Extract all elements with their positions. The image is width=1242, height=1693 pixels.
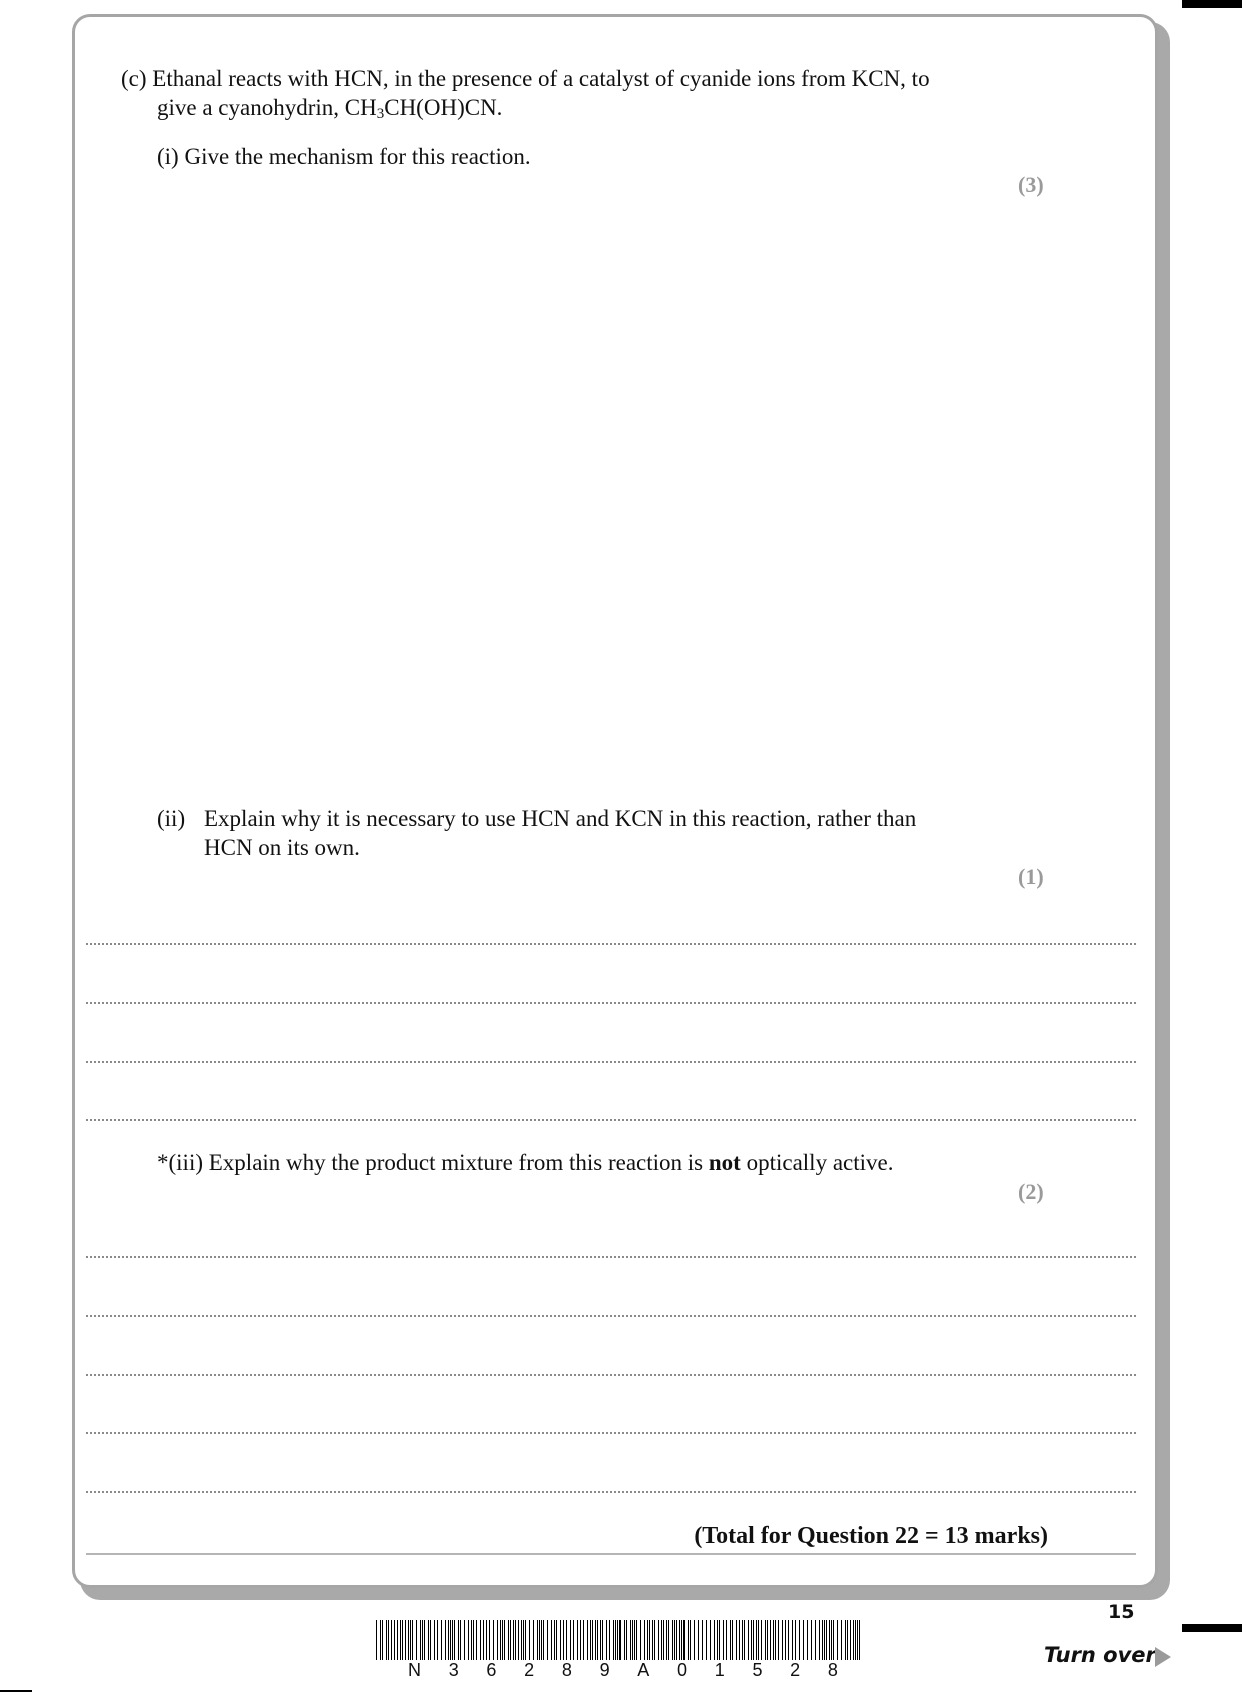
barcode-bar [617,1620,618,1660]
answer-line[interactable] [86,1119,1136,1121]
barcode-bar [778,1620,779,1660]
barcode-bar [454,1620,455,1660]
answer-line[interactable] [86,1374,1136,1376]
barcode-bar [647,1620,648,1660]
barcode-bar [515,1620,516,1660]
barcode-bar [471,1620,472,1660]
barcode-bar [554,1620,555,1660]
barcode-bar [450,1620,451,1660]
barcode-bar [775,1620,776,1660]
barcode-bar [533,1620,534,1660]
turn-over-arrow-icon [1155,1647,1171,1667]
barcode-bar [736,1620,737,1660]
answer-line[interactable] [86,1491,1136,1493]
barcode-bar [410,1620,411,1660]
barcode-bar [394,1620,395,1660]
barcode-char: 3 [448,1660,459,1680]
barcode-bar [518,1620,519,1660]
barcode-bar [792,1620,793,1660]
barcode-bar [855,1620,856,1660]
barcode-bar [529,1620,530,1660]
barcode-bar [799,1620,800,1660]
barcode-bar [632,1620,633,1660]
barcode-bar [391,1620,392,1660]
barcode-bar [753,1620,754,1660]
barcode-bar [504,1620,505,1660]
barcode-bar [405,1620,406,1660]
registration-mark-left [0,1690,32,1692]
barcode-bar [537,1620,538,1660]
barcode-bar [853,1620,854,1660]
registration-mark-top [1182,0,1242,8]
barcode-bar [636,1620,637,1660]
barcode-bar [547,1620,548,1660]
barcode-char: A [637,1660,650,1680]
answer-line[interactable] [86,943,1136,945]
barcode-bar [649,1620,650,1660]
barcode-bar [412,1620,413,1660]
barcode-bar [416,1620,417,1660]
barcode-bar [624,1620,625,1660]
barcode-bar [521,1620,522,1660]
question-total: (Total for Question 22 = 13 marks) [694,1523,1048,1549]
barcode-char: 2 [790,1660,801,1680]
part-ii-marks: (1) [1018,864,1044,889]
barcode-bar [698,1620,699,1660]
barcode-bar [563,1620,564,1660]
barcode-bar [841,1620,842,1660]
barcode-bar [458,1620,459,1660]
barcode-bar [859,1620,860,1660]
barcode-bar [420,1620,421,1660]
barcode-bar [663,1620,664,1660]
barcode-bar [408,1620,409,1660]
barcode-bar [580,1620,581,1660]
barcode-bar [452,1620,453,1660]
barcode-bar [525,1620,526,1660]
barcode-bar [400,1620,401,1660]
barcode-bar [445,1620,446,1660]
barcode-bar [493,1620,494,1660]
barcode-bar [688,1620,689,1660]
barcode-bar [683,1620,685,1660]
barcode-bar [560,1620,561,1660]
barcode-bar [751,1620,752,1660]
part-i-prompt [157,142,531,172]
barcode-bar [573,1620,574,1660]
barcode-bar [606,1620,607,1660]
barcode-bar [556,1620,557,1660]
page-number: 15 [1108,1601,1135,1623]
barcode-bar [833,1620,834,1660]
part-i-marks: (3) [1018,172,1044,197]
barcode-bar [570,1620,571,1660]
barcode-bar [765,1620,766,1660]
barcode-char: 8 [827,1660,838,1680]
barcode-bar [464,1620,465,1660]
barcode-bar [674,1620,675,1660]
barcode-bar [543,1620,544,1660]
barcode-bar [782,1620,783,1660]
part-ii-label: (ii) [157,806,186,831]
barcode-text [408,1660,838,1681]
barcode-bar [590,1620,591,1660]
barcode-bar [652,1620,653,1660]
barcode-bar [850,1620,851,1660]
barcode-bar [508,1620,509,1660]
barcode-bar [732,1620,733,1660]
barcode-bar [597,1620,598,1660]
barcode-bar [630,1620,631,1660]
barcode-bar [382,1620,383,1660]
barcode-bar [807,1620,808,1660]
barcode-bar [486,1620,487,1660]
barcode-bar [468,1620,469,1660]
barcode-bar [644,1620,645,1660]
barcode-char: 2 [524,1660,535,1680]
barcode-bar [497,1620,498,1660]
barcode-bar [551,1620,552,1660]
barcode-bar [422,1620,423,1660]
barcode-bar [397,1620,398,1660]
barcode-bar [767,1620,768,1660]
barcode-bar [600,1620,601,1660]
barcode-bar [428,1620,429,1660]
question-c [121,64,930,94]
barcode-image [376,1620,860,1660]
barcode-bar [634,1620,635,1660]
barcode-bar [702,1620,703,1660]
barcode-bar [758,1620,759,1660]
mechanism-answer-space[interactable] [86,210,1136,790]
barcode-bar [676,1620,677,1660]
part-ii-text-line2: HCN on its own. [204,835,360,860]
barcode-bar [483,1620,484,1660]
barcode-bar [448,1620,449,1660]
barcode-bar [592,1620,593,1660]
barcode-bar [619,1620,621,1660]
barcode-char: 6 [486,1660,497,1680]
barcode-bar [523,1620,524,1660]
question-c-line2: give a cyanohydrin, $CH_3CH(OH)CN$. [157,95,503,122]
barcode-bar [380,1620,381,1660]
barcode-bar [719,1620,720,1660]
barcode-bar [386,1620,387,1660]
barcode-bar [857,1620,858,1660]
part-iii-marks: (2) [1018,1179,1044,1204]
barcode-bar [795,1620,796,1660]
barcode-bar [748,1620,749,1660]
barcode-bar [577,1620,578,1660]
barcode-bar [826,1620,827,1660]
barcode-bar [819,1620,820,1660]
barcode-bar [424,1620,425,1660]
barcode-bar [803,1620,804,1660]
barcode-char: 5 [752,1660,763,1680]
barcode-bar [473,1620,474,1660]
barcode-bar [847,1620,848,1660]
barcode-bar [710,1620,711,1660]
barcode-bar [502,1620,503,1660]
question-c-text-line1: Ethanal reacts with HCN, in the presence of a catalyst of cyanide ions from KCN, to [152,66,930,91]
answer-line[interactable] [86,1002,1136,1004]
turn-over-label: Turn over [1044,1643,1156,1667]
part-i-label: (i) [157,144,179,169]
barcode-bar [788,1620,789,1660]
barcode-bar [730,1620,731,1660]
barcode-bar [672,1620,673,1660]
barcode-bar [756,1620,757,1660]
barcode-bar [679,1620,680,1660]
barcode-bar [744,1620,745,1660]
barcode-bar [785,1620,786,1660]
barcode-bar [602,1620,603,1660]
barcode-bar [822,1620,823,1660]
barcode-bar [566,1620,567,1660]
barcode-bar [739,1620,740,1660]
barcode-bar [640,1620,641,1660]
barcode-bar [694,1620,695,1660]
barcode-bar [430,1620,431,1660]
part-ii-text-line1: Explain why it is necessary to use HCN and KCN in this reaction, rather than [204,806,917,831]
answer-line[interactable] [86,1256,1136,1258]
barcode-bar [441,1620,442,1660]
barcode-bar [587,1620,588,1660]
barcode-char: N [408,1660,421,1680]
barcode-bar [845,1620,846,1660]
barcode-bar [723,1620,724,1660]
part-iii-label: *(iii) [157,1150,203,1175]
barcode-bar [539,1620,540,1660]
total-rule [86,1553,1136,1555]
emphasis-not: not [708,1150,741,1175]
barcode-bar [824,1620,825,1660]
barcode-bar [615,1620,616,1660]
barcode-bar [726,1620,727,1660]
barcode-bar [480,1620,481,1660]
barcode-bar [583,1620,584,1660]
barcode-bar [770,1620,771,1660]
barcode-bar [434,1620,435,1660]
part-i-text: Give the mechanism for this reaction. [184,144,531,169]
barcode-bar [742,1620,743,1660]
barcode-bar [437,1620,438,1660]
barcode-char: 0 [677,1660,688,1680]
barcode-bar [668,1620,669,1660]
barcode-bar [837,1620,838,1660]
barcode-bar [541,1620,542,1660]
answer-line[interactable] [86,1315,1136,1317]
barcode-bar [476,1620,477,1660]
barcode-bar [402,1620,403,1660]
barcode-bar [761,1620,762,1660]
barcode-bar [690,1620,691,1660]
answer-line[interactable] [86,1061,1136,1063]
part-iii-prompt: *(iii) Explain why the product mixture from this reaction is not optically active. [157,1150,894,1175]
barcode-bar [609,1620,610,1660]
barcode-char: 8 [561,1660,572,1680]
barcode-bar [376,1620,377,1660]
registration-mark-bottom [1182,1624,1242,1632]
barcode-bar [626,1620,627,1660]
barcode-bar [654,1620,655,1660]
barcode-bar [388,1620,389,1660]
barcode-bar [658,1620,659,1660]
barcode-bar [811,1620,812,1660]
barcode-bar [661,1620,662,1660]
barcode-bar [714,1620,715,1660]
answer-line[interactable] [86,1432,1136,1434]
barcode-char: 9 [599,1660,610,1680]
question-c-label: (c) [121,66,147,91]
barcode-bar [666,1620,667,1660]
barcode-bar [681,1620,682,1660]
barcode-bar [613,1620,614,1660]
barcode-bar [595,1620,596,1660]
barcode-bar [510,1620,511,1660]
barcode-bar [489,1620,490,1660]
barcode-bar [717,1620,718,1660]
barcode-bar [815,1620,816,1660]
barcode-bar [460,1620,461,1660]
barcode-bar [831,1620,832,1660]
barcode-bar [829,1620,830,1660]
barcode-bar [500,1620,501,1660]
barcode-char: 1 [714,1660,725,1680]
barcode-bar [513,1620,514,1660]
barcode-bar [706,1620,707,1660]
barcode-bar [773,1620,774,1660]
